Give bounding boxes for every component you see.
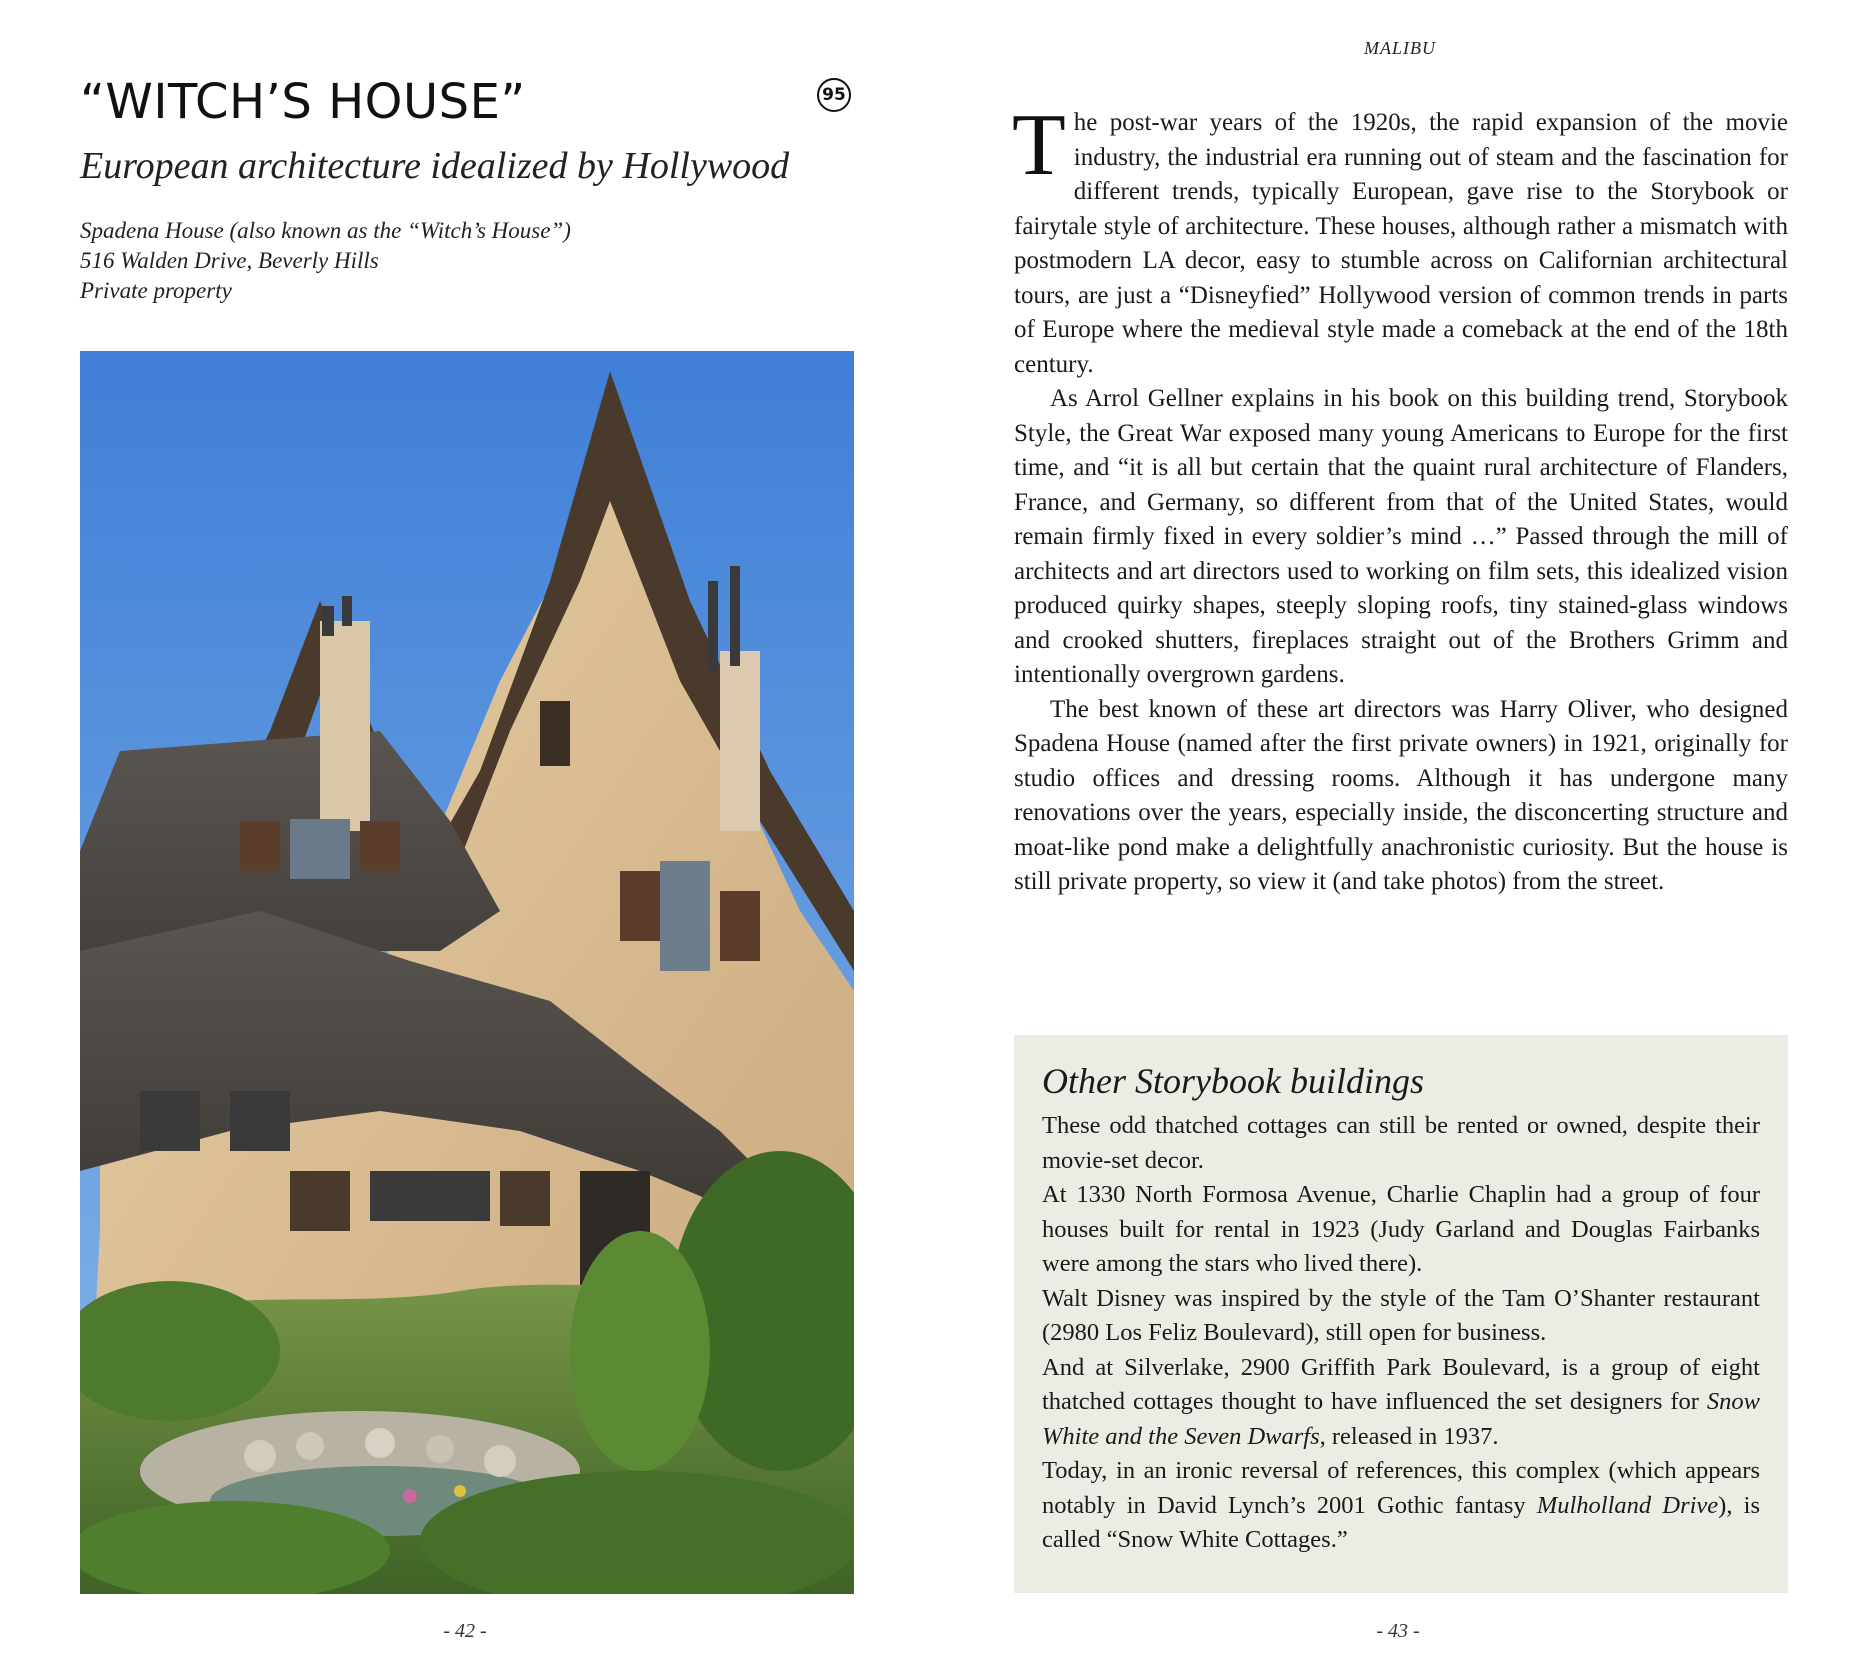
running-head: MALIBU (1364, 38, 1436, 58)
film-title: Mulholland Drive (1536, 1491, 1719, 1519)
location-info (80, 216, 571, 306)
paragraph-1 (1012, 97, 1788, 382)
sidebar-box (1014, 1035, 1788, 1593)
sidebar-paragraph (1042, 1454, 1760, 1558)
page-number-left: - 42 - (443, 1620, 487, 1642)
info-name: Spadena House (also known as the “Witch’s House”) (80, 218, 571, 243)
article-body (1012, 97, 1788, 900)
sidebar-paragraph: Walt Disney was inspired by the style of the Tam O’Shanter restaurant (2980 Los Feliz Boulevard), still open for business. (1042, 1284, 1760, 1346)
paragraph-3: The best known of these art directors was Harry Oliver, who designed Spadena House (named after the first private owners) in 1921, originally for studio offices and dressing rooms. Although it has undergone many renovations over the years, especially inside, the disconcerting structure and moat-like pond make a delightfully anachronistic curiosity. But the house is still private property, so view it (and take photos) from the street. (1014, 695, 1788, 895)
witch-house-photo (80, 351, 854, 1594)
sidebar-text-run: , released in 1937. (1319, 1422, 1499, 1450)
page-subtitle: European architecture idealized by Hollywood (80, 145, 790, 187)
info-access: Private property (80, 278, 232, 303)
paragraph-2: As Arrol Gellner explains in his book on this building trend, Storybook Style, the Great War exposed many young Americans to Europe for the first time, and “it is all but certain that the quaint rural architecture of Flanders, France, and Germany, so different from that of the United States, would remain firmly fixed in every soldier’s mind …” Passed through the mill of architects and art directors used to working on film sets, this idealized vision produced quirky shapes, steeply sloping roofs, tiny stained-glass windows and crooked shutters, fireplaces straight out of the Brothers Grimm and intentionally overgrown gardens. (1014, 385, 1788, 688)
sidebar-text (1042, 1109, 1760, 1558)
sidebar-paragraph: At 1330 North Formosa Avenue, Charlie Chaplin had a group of four houses built for rental in 1923 (Judy Garland and Douglas Fairbanks were among the stars who lived there). (1042, 1181, 1760, 1277)
sidebar-text-run: Today, in an ironic reversal of references, this complex (which appears notably in David Lynch’s 2001 Gothic fantasy (1042, 1457, 1760, 1519)
sidebar-text-run: ), is called “Snow White Cottages.” (1042, 1491, 1760, 1553)
film-title: Snow White and the Seven Dwarfs (1042, 1388, 1760, 1450)
paragraph-1-text: he post-war years of the 1920s, the rapid expansion of the movie industry, the industrial era running out of steam and the fascination for different trends, typically European, gave rise to the Storybook or fairytale style of architecture. These houses, although rather a mismatch with postmodern LA decor, easy to stumble across on Californian architectural tours, are just a “Disneyfied” Hollywood version of common trends in parts of Europe where the medieval style made a comeback at the end of the 18th century. (1014, 109, 1788, 378)
sidebar-paragraph: These odd thatched cottages can still be rented or owned, despite their movie-set decor. (1042, 1112, 1760, 1174)
drop-cap: T (1012, 97, 1066, 194)
entry-number-badge: 95 (817, 78, 851, 112)
info-address: 516 Walden Drive, Beverly Hills (80, 248, 379, 273)
page-number-right: - 43 - (1376, 1620, 1420, 1642)
sidebar-text-run: And at Silverlake, 2900 Griffith Park Boulevard, is a group of eight thatched cottages thought to have influenced the set designers for (1042, 1353, 1760, 1415)
page-title: “WITCH’S HOUSE” (80, 74, 526, 130)
sidebar-title: Other Storybook buildings (1042, 1061, 1424, 1101)
sidebar-paragraph (1042, 1351, 1760, 1455)
